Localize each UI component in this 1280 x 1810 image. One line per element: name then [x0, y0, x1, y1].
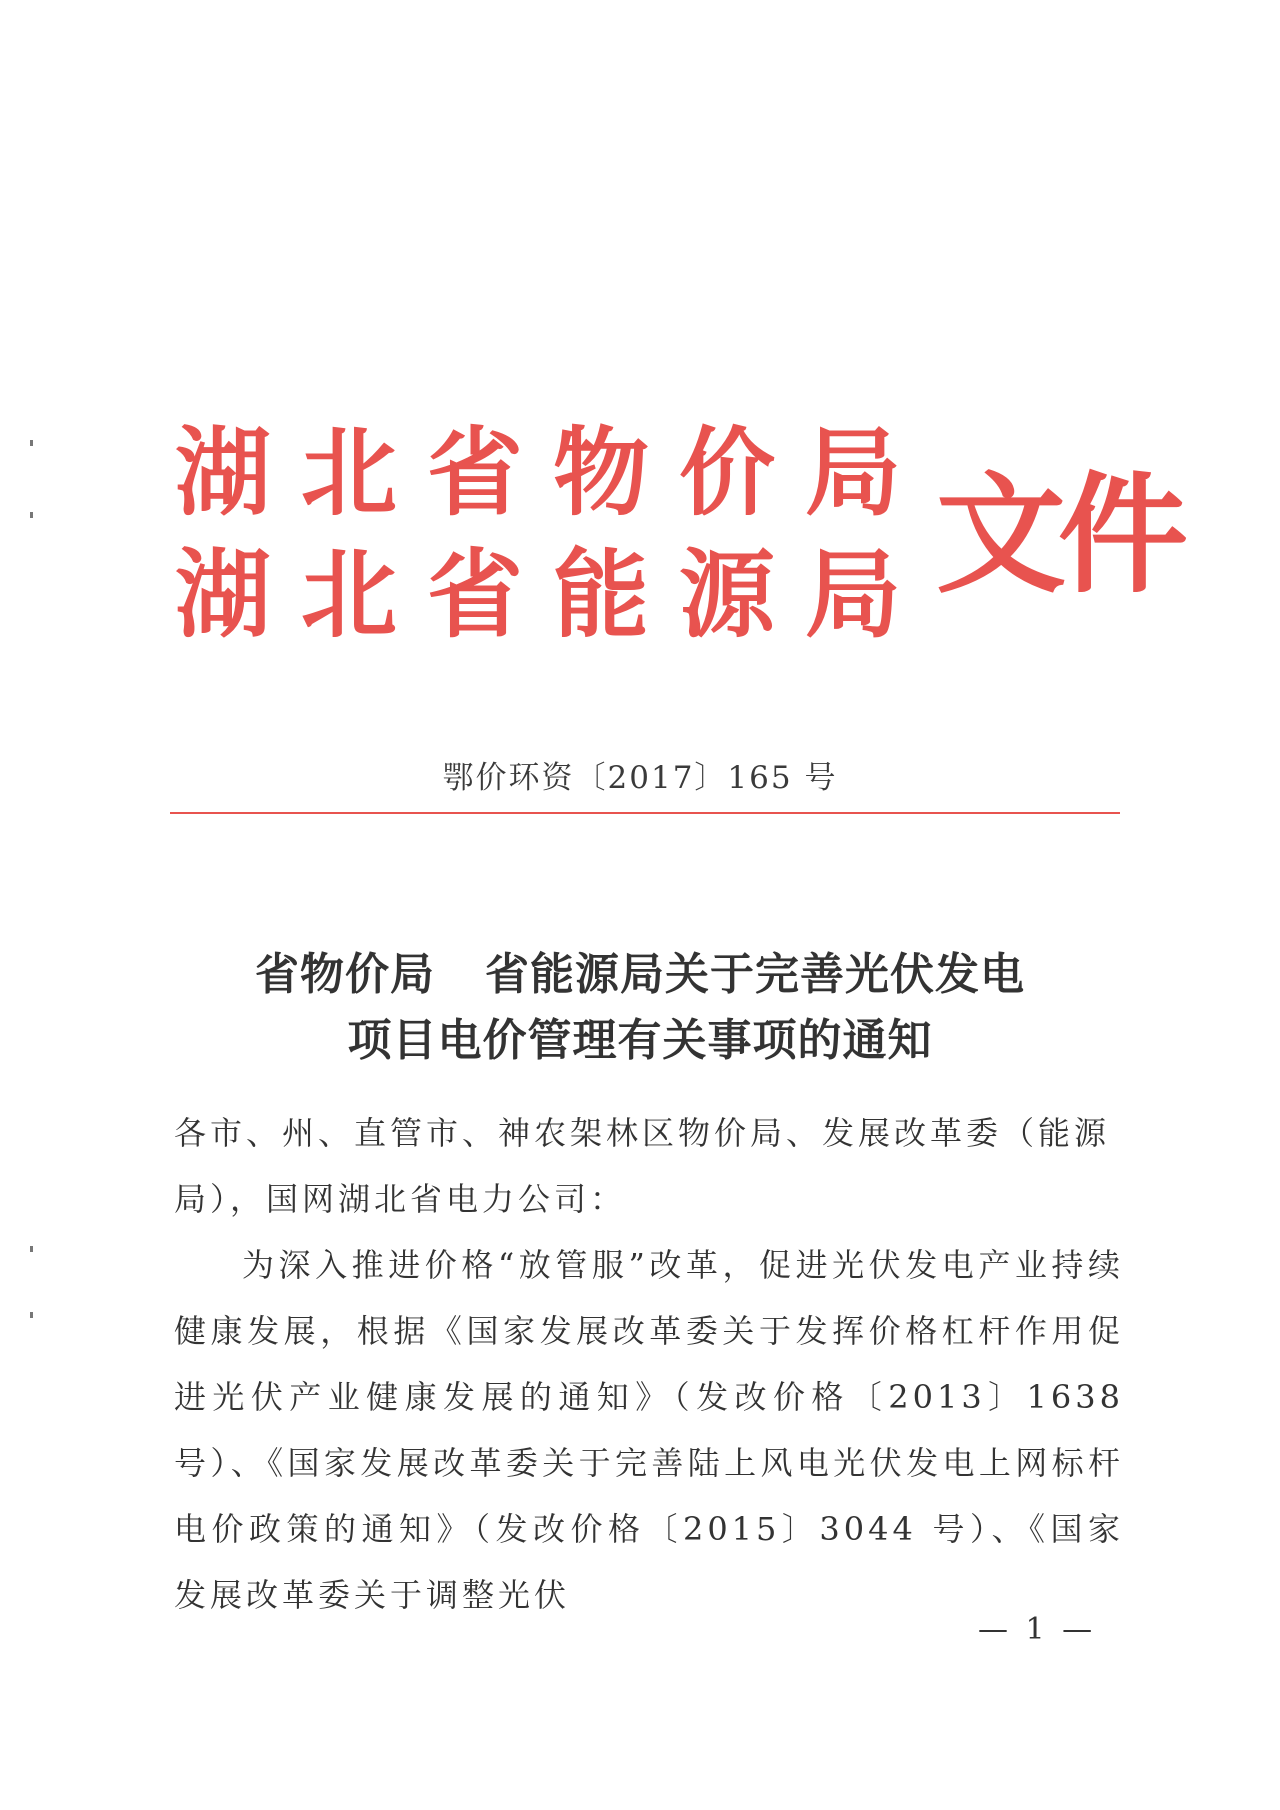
- letterhead-suffix: 文件: [936, 458, 1181, 611]
- title-issuer-1: 省物价局: [255, 949, 435, 1000]
- body-paragraph: 为深入推进价格“放管服”改革，促进光伏发电产业持续健康发展，根据《国家发展改革委关于发挥价格杠杆作用促进光伏产业健康发展的通知》（发改价格〔2013〕1638 号）、《国家发展改革委关于完善陆上风电光伏发电上网标杆电价政策的通知》（发改价格〔2015〕3044 号）、《国家发展改革委关于调整光伏: [174, 1246, 1124, 1614]
- addressee: 各市、州、直管市、神农架林区物价局、发展改革委（能源局），国网湖北省电力公司：: [174, 1114, 1111, 1218]
- letterhead: [168, 416, 1181, 658]
- letterhead-char: 湖: [175, 416, 271, 529]
- document-number: 鄂价环资〔2017〕165 号: [442, 760, 838, 796]
- letterhead-char: 物: [553, 416, 649, 529]
- letterhead-line-2: [168, 540, 908, 650]
- red-divider-line: [170, 812, 1120, 814]
- letterhead-char: 价: [679, 416, 775, 529]
- letterhead-char: 湖: [175, 538, 271, 651]
- margin-mark: [30, 1312, 33, 1318]
- letterhead-char: 省: [427, 538, 523, 651]
- title-issuer-2: 省能源局关于完善光伏发电: [485, 949, 1025, 1000]
- letterhead-char: 省: [427, 416, 523, 529]
- letterhead-char: 局: [805, 416, 901, 529]
- margin-mark: [30, 1246, 33, 1252]
- margin-mark: [30, 512, 33, 518]
- page-number: — 1 —: [978, 1612, 1097, 1647]
- document-title-line-1: [0, 938, 1280, 1002]
- letterhead-char: 北: [301, 538, 397, 651]
- letterhead-line-1: [168, 418, 908, 528]
- letterhead-char: 源: [679, 538, 775, 651]
- letterhead-char: 北: [301, 416, 397, 529]
- letterhead-char: 能: [553, 538, 649, 651]
- margin-mark: [30, 440, 33, 446]
- document-title-line-2: 项目电价管理有关事项的通知: [347, 1015, 933, 1066]
- letterhead-char: 局: [805, 538, 901, 651]
